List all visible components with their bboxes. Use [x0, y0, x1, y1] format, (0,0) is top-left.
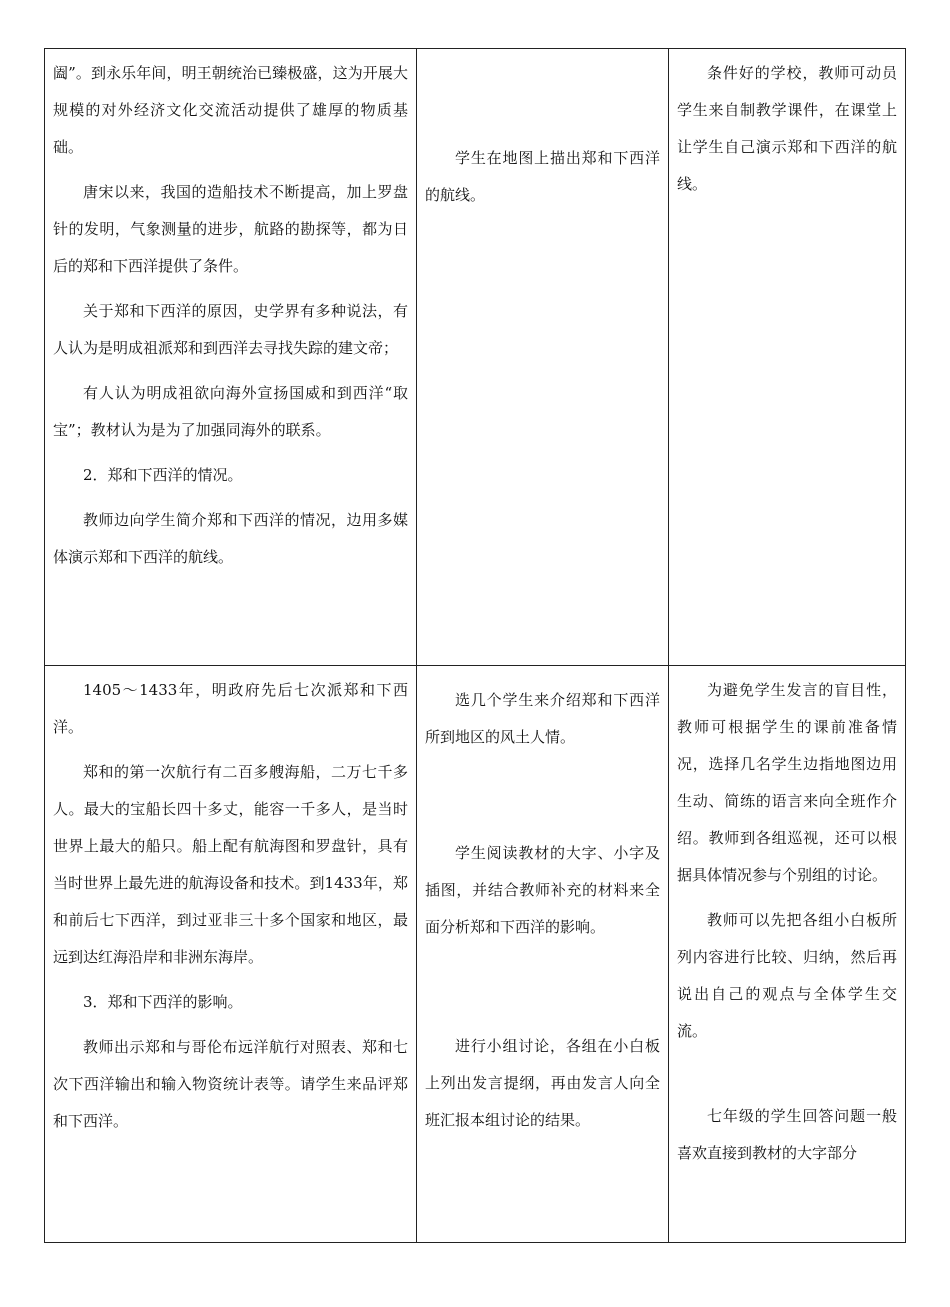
teaching-note-cell — [669, 666, 906, 1243]
paragraph: 进行小组讨论，各组在小白板上列出发言提纲，再由发言人向全班汇报本组讨论的结果。 — [425, 1037, 660, 1129]
table-row — [45, 666, 906, 1243]
content-cell — [45, 666, 417, 1243]
paragraph: 七年级的学生回答问题一般喜欢直接到教材的大字部分 — [677, 1107, 897, 1162]
paragraph: 条件好的学校，教师可动员学生来自制教学课件，在课堂上让学生自己演示郑和下西洋的航线。 — [677, 64, 897, 193]
paragraph: 1405～1433年，明政府先后七次派郑和下西洋。 — [53, 681, 408, 736]
section-heading: 2．郑和下西洋的情况。 — [83, 466, 243, 484]
table-row — [45, 49, 906, 666]
section-heading: 3．郑和下西洋的影响。 — [83, 993, 243, 1011]
paragraph: 学生阅读教材的大字、小字及插图，并结合教师补充的材料来全面分析郑和下西洋的影响。 — [425, 844, 660, 936]
paragraph: 关于郑和下西洋的原因，史学界有多种说法，有人认为是明成祖派郑和到西洋去寻找失踪的建文帝； — [53, 302, 408, 357]
paragraph: 为避免学生发言的盲目性，教师可根据学生的课前准备情况，选择几名学生边指地图边用生动、简练的语言来向全班作介绍。教师到各组巡视，还可以根据具体情况参与个别组的讨论。 — [677, 681, 897, 884]
paragraph: 教师出示郑和与哥伦布远洋航行对照表、郑和七次下西洋输出和输入物资统计表等。请学生来品评郑和下西洋。 — [53, 1038, 408, 1130]
paragraph: 郑和的第一次航行有二百多艘海船，二万七千多人。最大的宝船长四十多丈，能容一千多人，是当时世界上最大的船只。船上配有航海图和罗盘针，具有当时世界上最先进的航海设备和技术。到1433年，郑和前后七下西洋，到过亚非三十多个国家和地区，最远到达红海沿岸和非洲东海岸。 — [53, 763, 408, 966]
teaching-note-cell — [669, 49, 906, 666]
paragraph: 教师边向学生简介郑和下西洋的情况，边用多媒体演示郑和下西洋的航线。 — [53, 511, 408, 566]
student-activity-cell — [417, 49, 669, 666]
student-activity-cell — [417, 666, 669, 1243]
paragraph: 教师可以先把各组小白板所列内容进行比较、归纳，然后再说出自己的观点与全体学生交流。 — [677, 911, 897, 1040]
paragraph: 唐宋以来，我国的造船技术不断提高，加上罗盘针的发明，气象测量的进步，航路的勘探等，都为日后的郑和下西洋提供了条件。 — [53, 183, 408, 275]
paragraph: 有人认为明成祖欲向海外宣扬国威和到西洋“取宝”；教材认为是为了加强同海外的联系。 — [53, 384, 408, 439]
paragraph: 学生在地图上描出郑和下西洋的航线。 — [425, 149, 660, 204]
content-cell — [45, 49, 417, 666]
paragraph: 阖”。到永乐年间，明王朝统治已臻极盛，这为开展大规模的对外经济文化交流活动提供了雄厚的物质基础。 — [53, 64, 408, 156]
paragraph: 选几个学生来介绍郑和下西洋所到地区的风土人情。 — [425, 691, 660, 746]
lesson-plan-table — [44, 48, 906, 1243]
